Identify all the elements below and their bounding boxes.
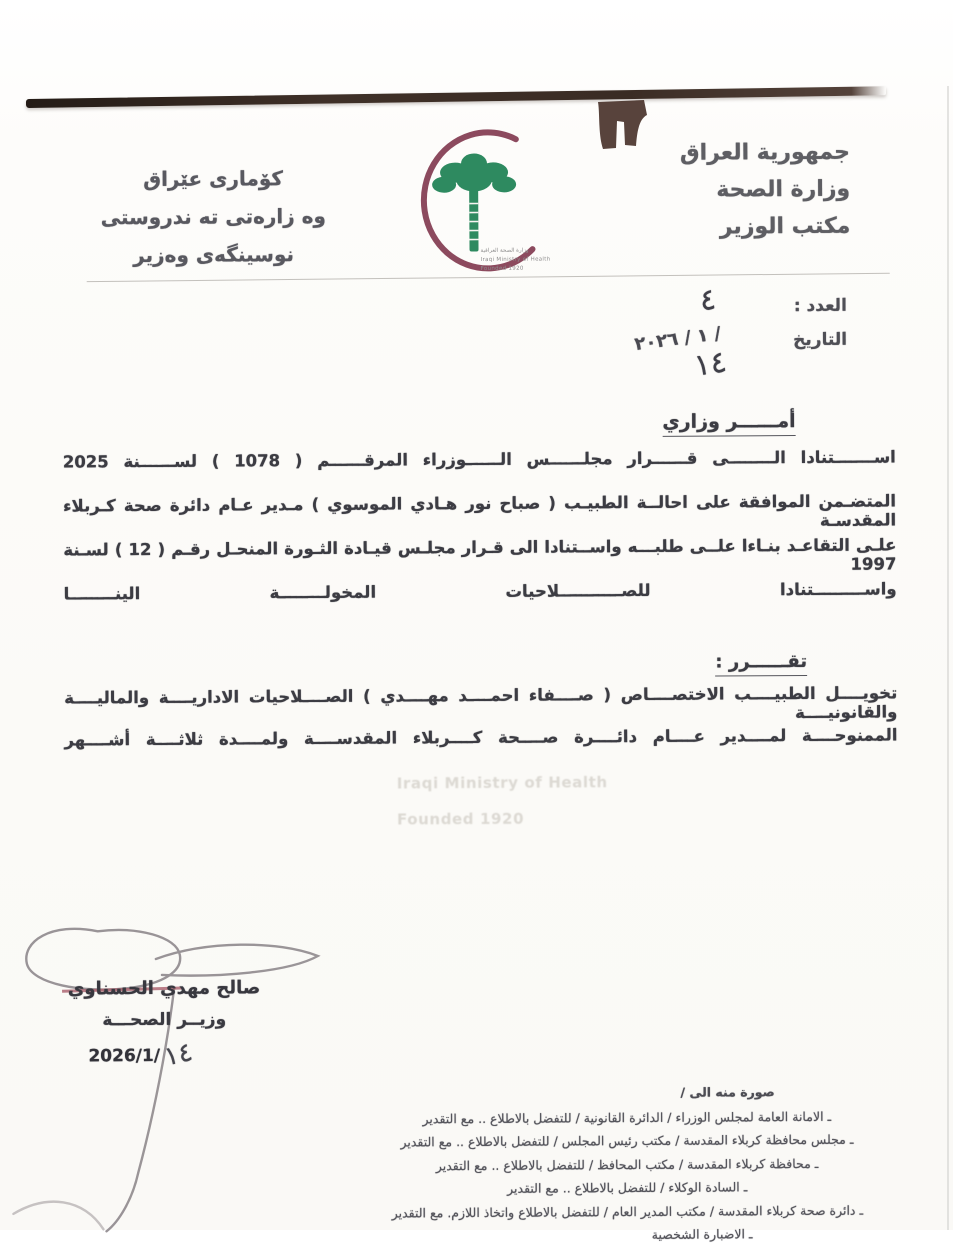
palm-tree-icon [432,153,517,252]
body-line: علـى التقاعـد بنـاءا علــى طلبـــه واســتنادا الى قـرار مجلـس قيـادة الثـورة المنحـل رقـم ( 12 ) لسـنة 1997 [63,535,896,584]
body-paragraph-2 [64,683,897,772]
cc-header: صورة منه الى / [337,1080,775,1106]
paper-clip-mark [590,96,656,158]
header-ministry-ku: وه زارەتی ته ندروستی [93,197,333,236]
logo-caption [481,247,559,274]
logo-caption-ar: وزارة الصحة العراقية [481,247,559,256]
decision-label: تقــــــرر : [715,651,807,677]
body-line: الممنوحــــة لمــــدير عــــام دائــــرة صــــحة كــــربلاء المقدســــة ولمــــدة ثلاثــــة أشــــهر [64,725,897,772]
header-country-ku: كۆماری عێراق [93,159,333,198]
paper-top-edge [26,86,886,108]
subject-title: أمــــــر وزاري [662,410,795,437]
number-value-handwritten: ٤ [699,282,718,318]
signature-date [88,1040,192,1071]
body-line: تخويــــل الطبيــــب الاختصــــاص ( صــــفاء احمــــد مهــــدي ) الصــــلاحيات الاداريــــة والماليــــة والقانونيــــة [64,683,897,730]
cc-item: ـ دائرة صحة كربلاء المقدسة / مكتب المدير العام / للتفضل بالاطلاع واتخاذ اللازم. مع التقدير [337,1198,917,1225]
body-line: اســـــــتنادا الــــــــى قــــــرار مجلــــــس الــــــوزراء المرقــــــم ( 1078 ) لســــــنة 2025 [63,447,896,496]
logo-caption-en: Iraqi Ministry of Health [481,256,559,265]
header-office-ku: نوسینگەی وەزیر [93,235,333,274]
header-kurdish [93,159,334,274]
cc-item: ـ محافظة كربلاء المقدسة / مكتب المحافظ / للتفضل بالاطلاع .. مع التقدير [337,1151,917,1178]
body-line: واســـــــــتنادا للصـــــــــــلاحيات المخولــــــــة الينــــــــا [64,579,897,628]
cc-list [337,1079,918,1248]
body-paragraph-1 [63,447,897,628]
number-label: العدد : [794,296,847,316]
logo-caption-founded: Founded 1920 [481,265,559,274]
header-arabic [680,134,851,246]
date-day-handwritten: ١٤ [692,344,729,383]
signer-title: وزيــر الصحـــة [52,1009,276,1030]
cc-item: ـ مجلس محافظة كربلاء المقدسة / مكتب رئيس المجلس / للتفضل بالاطلاع .. مع التقدير [337,1127,917,1154]
scan-edge-shadow [947,86,949,1230]
date-printed: / ١ / ٢٠٢٦ [633,315,784,355]
cc-item: ـ الاضبارة الشخصية [337,1222,752,1248]
cc-item: ـ الامانة العامة لمجلس الوزراء / الدائرة القانونية / للتفضل بالاطلاع .. مع التقدير [337,1104,917,1131]
date-label: التاريخ [793,330,847,350]
cc-item: ـ السادة الوكلاء / للتفضل بالاطلاع .. مع التقدير [337,1174,917,1201]
body-line: المتضـمن الموافقة على احالــة الطبيـب ( صباح نور هـادي الموسوي ) مـدير عـام دائرة صحة كـربلاء المقدسـة [63,491,896,540]
signature-date-day-handwritten: ١٤ [161,1037,195,1072]
signature-date-printed: 2026/1/ [88,1040,160,1066]
signer-name: صالح مهدي الحسناوي [52,977,276,999]
header-ministry: وزارة الصحة [680,171,850,209]
watermark-line-1: Iraqi Ministry of Health [397,773,608,792]
header-country: جمهورية العراق [680,134,850,172]
watermark-line-2: Founded 1920 [397,810,524,829]
header-office: مكتب الوزير [680,208,850,246]
